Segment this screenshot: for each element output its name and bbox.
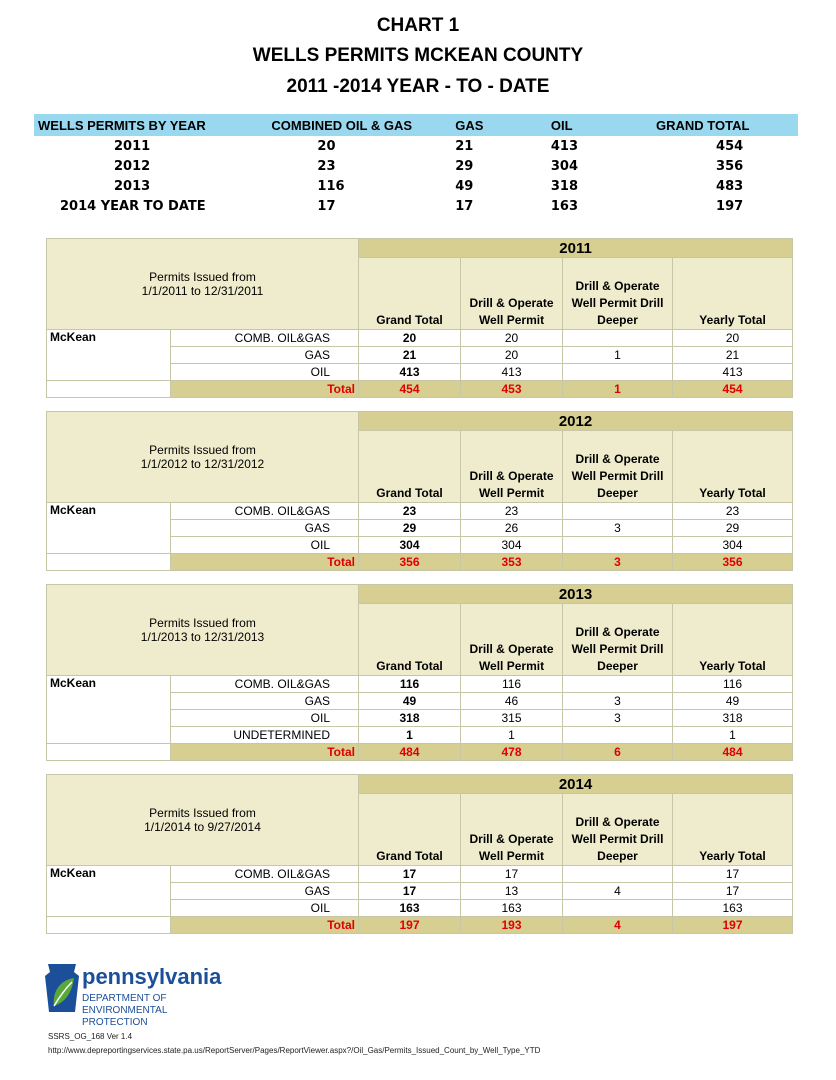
chart-title: CHART 1 bbox=[376, 15, 460, 36]
report-year: 2013 bbox=[359, 585, 793, 604]
yearly-total-value: 17 bbox=[673, 866, 793, 883]
yearly-total-value: 1 bbox=[673, 727, 793, 744]
grand-total-value: 116 bbox=[359, 676, 461, 693]
permits-issued-range: 1/1/2011 to 12/31/2011 bbox=[141, 284, 264, 298]
drill-operate-value: 163 bbox=[461, 900, 563, 917]
grand-total-value: 20 bbox=[359, 330, 461, 347]
grand-total-value: 163 bbox=[359, 900, 461, 917]
summary-table bbox=[34, 114, 798, 216]
total-yearly: 197 bbox=[673, 917, 793, 934]
summary-header-grand-total: GRAND TOTAL bbox=[652, 114, 798, 136]
drill-operate-value: 1 bbox=[461, 727, 563, 744]
county-name: McKean bbox=[47, 866, 171, 917]
grand-total-value: 29 bbox=[359, 520, 461, 537]
well-type: COMB. OIL&GAS bbox=[171, 503, 359, 520]
drill-operate-value: 304 bbox=[461, 537, 563, 554]
col-grand-total: Grand Total bbox=[359, 794, 461, 866]
total-grand: 454 bbox=[359, 381, 461, 398]
permits-issued-range: 1/1/2014 to 9/27/2014 bbox=[144, 820, 261, 834]
yearly-total-value: 20 bbox=[673, 330, 793, 347]
total-drill: 453 bbox=[461, 381, 563, 398]
total-blank-cell bbox=[47, 381, 171, 398]
yearly-total-value: 163 bbox=[673, 900, 793, 917]
summary-combined: 116 bbox=[317, 178, 345, 194]
grand-total-value: 413 bbox=[359, 364, 461, 381]
grand-total-value: 17 bbox=[359, 866, 461, 883]
total-row bbox=[47, 554, 793, 571]
report-table-2013 bbox=[46, 584, 793, 761]
well-type: GAS bbox=[171, 520, 359, 537]
yearly-total-value: 21 bbox=[673, 347, 793, 364]
drill-operate-value: 413 bbox=[461, 364, 563, 381]
summary-header-gas: GAS bbox=[451, 114, 547, 136]
col-drill-operate: Drill & Operate Well Permit bbox=[461, 604, 563, 676]
col-grand-total: Grand Total bbox=[359, 258, 461, 330]
county-name: McKean bbox=[47, 330, 171, 381]
drill-operate-value: 23 bbox=[461, 503, 563, 520]
grand-total-value: 318 bbox=[359, 710, 461, 727]
yearly-total-value: 23 bbox=[673, 503, 793, 520]
summary-grand-total: 483 bbox=[716, 178, 744, 194]
well-type: GAS bbox=[171, 693, 359, 710]
chart-subtitle: WELLS PERMITS MCKEAN COUNTY bbox=[252, 45, 584, 66]
summary-gas: 17 bbox=[455, 198, 474, 214]
summary-grand-total: 356 bbox=[716, 158, 744, 174]
total-label: Total bbox=[171, 554, 359, 571]
drill-deeper-value bbox=[563, 727, 673, 744]
permits-issued-range: 1/1/2013 to 12/31/2013 bbox=[140, 630, 265, 644]
grand-total-value: 23 bbox=[359, 503, 461, 520]
summary-header-year: WELLS PERMITS BY YEAR bbox=[34, 114, 267, 136]
summary-gas: 29 bbox=[455, 158, 474, 174]
permits-issued-header bbox=[47, 775, 359, 866]
summary-combined: 23 bbox=[317, 158, 336, 174]
grand-total-value: 304 bbox=[359, 537, 461, 554]
drill-operate-value: 26 bbox=[461, 520, 563, 537]
total-deeper: 4 bbox=[563, 917, 673, 934]
summary-oil: 413 bbox=[550, 138, 578, 154]
col-drill-deeper: Drill & Operate Well Permit Drill Deeper bbox=[563, 604, 673, 676]
summary-oil: 163 bbox=[550, 198, 578, 214]
summary-combined: 20 bbox=[317, 138, 336, 154]
col-drill-deeper: Drill & Operate Well Permit Drill Deeper bbox=[563, 431, 673, 503]
permits-issued-range: 1/1/2012 to 12/31/2012 bbox=[140, 457, 265, 471]
col-drill-operate: Drill & Operate Well Permit bbox=[461, 258, 563, 330]
col-yearly-total: Yearly Total bbox=[673, 258, 793, 330]
yearly-total-value: 29 bbox=[673, 520, 793, 537]
total-deeper: 1 bbox=[563, 381, 673, 398]
permits-issued-header bbox=[47, 412, 359, 503]
report-row bbox=[47, 330, 793, 347]
drill-deeper-value: 4 bbox=[563, 883, 673, 900]
county-name: McKean bbox=[47, 676, 171, 744]
report-url: http://www.depreportingservices.state.pa.us/ReportServer/Pages/ReportViewer.aspx?/Oil_Gas/Permits_Issued_Count_by_Well_Type_YTD bbox=[48, 1046, 541, 1055]
total-yearly: 484 bbox=[673, 744, 793, 761]
total-blank-cell bbox=[47, 917, 171, 934]
drill-deeper-value bbox=[563, 330, 673, 347]
col-grand-total: Grand Total bbox=[359, 431, 461, 503]
total-grand: 197 bbox=[359, 917, 461, 934]
well-type: COMB. OIL&GAS bbox=[171, 330, 359, 347]
total-blank-cell bbox=[47, 744, 171, 761]
total-deeper: 3 bbox=[563, 554, 673, 571]
summary-row bbox=[34, 136, 798, 156]
well-type: OIL bbox=[171, 364, 359, 381]
permits-issued-label: Permits Issued from bbox=[149, 806, 256, 820]
summary-year: 2013 bbox=[114, 178, 151, 194]
total-row bbox=[47, 381, 793, 398]
well-type: COMB. OIL&GAS bbox=[171, 676, 359, 693]
total-row bbox=[47, 917, 793, 934]
report-row bbox=[47, 676, 793, 693]
well-type: OIL bbox=[171, 710, 359, 727]
report-year: 2011 bbox=[359, 239, 793, 258]
permits-issued-label: Permits Issued from bbox=[149, 443, 256, 457]
keystone-leaf-icon bbox=[44, 962, 80, 1018]
drill-operate-value: 46 bbox=[461, 693, 563, 710]
logo-subtitle-line2: PROTECTION bbox=[82, 1017, 148, 1028]
total-row bbox=[47, 744, 793, 761]
logo-subtitle bbox=[82, 993, 254, 1029]
col-yearly-total: Yearly Total bbox=[673, 431, 793, 503]
grand-total-value: 21 bbox=[359, 347, 461, 364]
report-id: SSRS_OG_168 Ver 1.4 bbox=[48, 1032, 133, 1041]
summary-year: 2011 bbox=[114, 138, 151, 154]
total-grand: 484 bbox=[359, 744, 461, 761]
summary-year: 2014 YEAR TO DATE bbox=[60, 198, 206, 214]
report-table-2014 bbox=[46, 774, 793, 934]
drill-deeper-value: 1 bbox=[563, 347, 673, 364]
summary-year: 2012 bbox=[114, 158, 151, 174]
well-type: UNDETERMINED bbox=[171, 727, 359, 744]
drill-operate-value: 20 bbox=[461, 330, 563, 347]
well-type: COMB. OIL&GAS bbox=[171, 866, 359, 883]
well-type: OIL bbox=[171, 537, 359, 554]
logo-wordmark: pennsylvania bbox=[82, 964, 222, 989]
report-table-2012 bbox=[46, 411, 793, 571]
col-grand-total: Grand Total bbox=[359, 604, 461, 676]
permits-issued-label: Permits Issued from bbox=[149, 616, 256, 630]
grand-total-value: 49 bbox=[359, 693, 461, 710]
summary-oil: 318 bbox=[550, 178, 578, 194]
summary-oil: 304 bbox=[550, 158, 578, 174]
drill-deeper-value bbox=[563, 866, 673, 883]
drill-deeper-value bbox=[563, 503, 673, 520]
total-grand: 356 bbox=[359, 554, 461, 571]
drill-deeper-value bbox=[563, 676, 673, 693]
summary-grand-total: 454 bbox=[716, 138, 744, 154]
col-drill-operate: Drill & Operate Well Permit bbox=[461, 794, 563, 866]
total-drill: 478 bbox=[461, 744, 563, 761]
grand-total-value: 17 bbox=[359, 883, 461, 900]
summary-header-combined: COMBINED OIL & GAS bbox=[267, 114, 451, 136]
drill-deeper-value bbox=[563, 537, 673, 554]
total-blank-cell bbox=[47, 554, 171, 571]
report-year: 2014 bbox=[359, 775, 793, 794]
permits-issued-header bbox=[47, 585, 359, 676]
col-yearly-total: Yearly Total bbox=[673, 794, 793, 866]
drill-deeper-value bbox=[563, 900, 673, 917]
drill-deeper-value bbox=[563, 364, 673, 381]
grand-total-value: 1 bbox=[359, 727, 461, 744]
summary-grand-total: 197 bbox=[716, 198, 744, 214]
summary-row bbox=[34, 196, 798, 216]
report-row bbox=[47, 503, 793, 520]
yearly-total-value: 17 bbox=[673, 883, 793, 900]
summary-row bbox=[34, 176, 798, 196]
col-drill-deeper: Drill & Operate Well Permit Drill Deeper bbox=[563, 794, 673, 866]
permits-issued-label: Permits Issued from bbox=[149, 270, 256, 284]
yearly-total-value: 49 bbox=[673, 693, 793, 710]
total-label: Total bbox=[171, 381, 359, 398]
well-type: OIL bbox=[171, 900, 359, 917]
yearly-total-value: 318 bbox=[673, 710, 793, 727]
drill-operate-value: 13 bbox=[461, 883, 563, 900]
drill-operate-value: 116 bbox=[461, 676, 563, 693]
summary-combined: 17 bbox=[317, 198, 336, 214]
total-deeper: 6 bbox=[563, 744, 673, 761]
summary-gas: 21 bbox=[455, 138, 474, 154]
well-type: GAS bbox=[171, 347, 359, 364]
report-table-2011 bbox=[46, 238, 793, 398]
total-drill: 353 bbox=[461, 554, 563, 571]
permits-issued-header bbox=[47, 239, 359, 330]
total-yearly: 356 bbox=[673, 554, 793, 571]
drill-deeper-value: 3 bbox=[563, 710, 673, 727]
chart-date-range: 2011 -2014 YEAR - TO - DATE bbox=[286, 76, 550, 97]
total-label: Total bbox=[171, 744, 359, 761]
report-year: 2012 bbox=[359, 412, 793, 431]
drill-operate-value: 20 bbox=[461, 347, 563, 364]
yearly-total-value: 304 bbox=[673, 537, 793, 554]
yearly-total-value: 413 bbox=[673, 364, 793, 381]
summary-header-oil: OIL bbox=[547, 114, 652, 136]
drill-deeper-value: 3 bbox=[563, 693, 673, 710]
col-yearly-total: Yearly Total bbox=[673, 604, 793, 676]
yearly-total-value: 116 bbox=[673, 676, 793, 693]
summary-header-row bbox=[34, 114, 798, 136]
total-yearly: 454 bbox=[673, 381, 793, 398]
well-type: GAS bbox=[171, 883, 359, 900]
col-drill-deeper: Drill & Operate Well Permit Drill Deeper bbox=[563, 258, 673, 330]
drill-operate-value: 17 bbox=[461, 866, 563, 883]
total-label: Total bbox=[171, 917, 359, 934]
summary-row bbox=[34, 156, 798, 176]
logo-subtitle-line1: DEPARTMENT OF ENVIRONMENTAL bbox=[82, 993, 168, 1016]
summary-gas: 49 bbox=[455, 178, 474, 194]
drill-operate-value: 315 bbox=[461, 710, 563, 727]
col-drill-operate: Drill & Operate Well Permit bbox=[461, 431, 563, 503]
drill-deeper-value: 3 bbox=[563, 520, 673, 537]
total-drill: 193 bbox=[461, 917, 563, 934]
county-name: McKean bbox=[47, 503, 171, 554]
dep-logo bbox=[44, 962, 254, 1028]
report-row bbox=[47, 866, 793, 883]
